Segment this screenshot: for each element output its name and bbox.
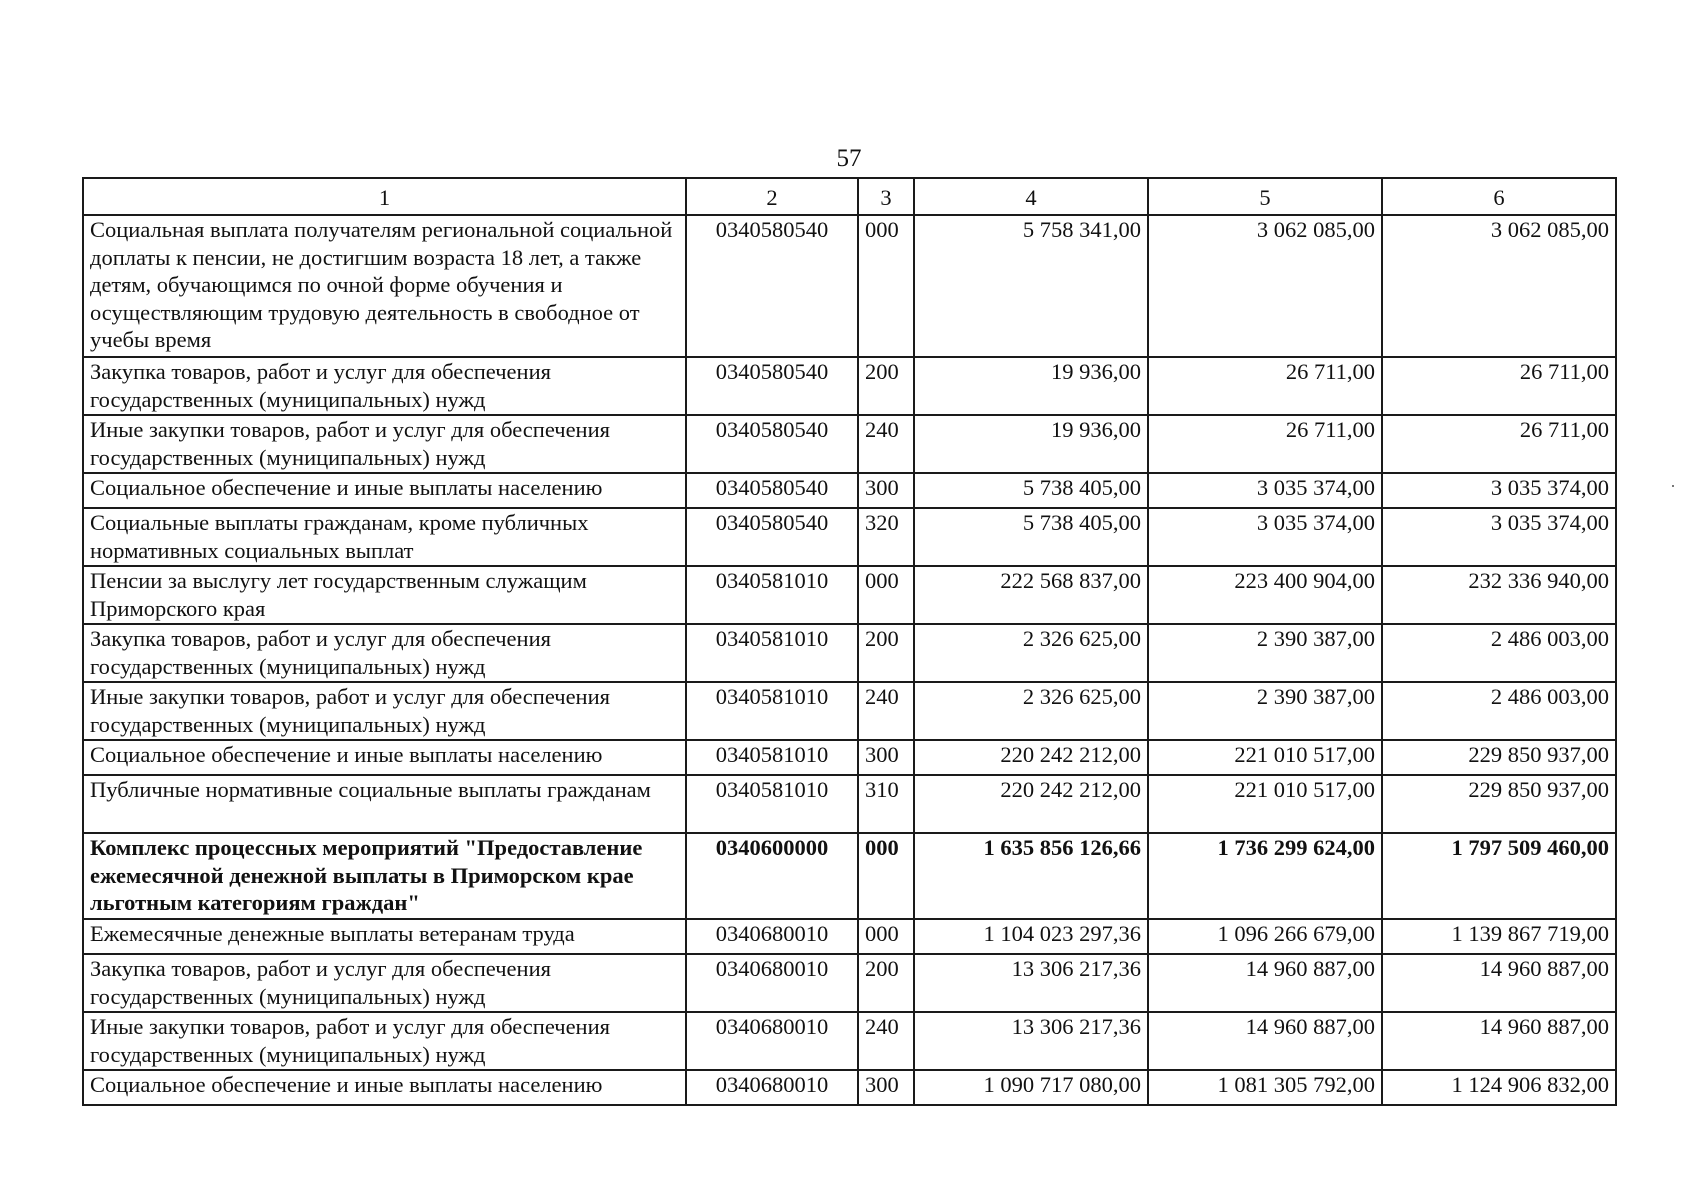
table-row bbox=[83, 566, 1616, 624]
scan-speck bbox=[1672, 485, 1674, 487]
table-row bbox=[83, 1070, 1616, 1105]
row-code: 0340680010 bbox=[686, 954, 858, 1012]
row-value-4: 13 306 217,36 bbox=[914, 1012, 1148, 1070]
row-code: 0340581010 bbox=[686, 624, 858, 682]
table-row bbox=[83, 954, 1616, 1012]
row-kind: 300 bbox=[858, 740, 914, 775]
row-value-6: 1 139 867 719,00 bbox=[1382, 919, 1616, 954]
row-value-4: 5 738 405,00 bbox=[914, 508, 1148, 566]
row-name: Социальная выплата получателям региональной социальной доплаты к пенсии, не достигшим возраста 18 лет, а также детям, обучающимся по очной форме обучения и осуществляющим трудовую деятельность в свободное от учебы время bbox=[83, 215, 686, 357]
row-code: 0340581010 bbox=[686, 775, 858, 833]
row-code: 0340580540 bbox=[686, 415, 858, 473]
row-value-6: 26 711,00 bbox=[1382, 357, 1616, 415]
row-value-4: 5 758 341,00 bbox=[914, 215, 1148, 357]
row-value-6: 2 486 003,00 bbox=[1382, 624, 1616, 682]
row-value-6: 229 850 937,00 bbox=[1382, 775, 1616, 833]
table-row-program-complex bbox=[83, 833, 1616, 919]
row-name: Публичные нормативные социальные выплаты гражданам bbox=[83, 775, 686, 833]
row-name: Социальное обеспечение и иные выплаты населению bbox=[83, 1070, 686, 1105]
table-row bbox=[83, 215, 1616, 357]
row-name: Ежемесячные денежные выплаты ветеранам труда bbox=[83, 919, 686, 954]
row-value-5: 3 035 374,00 bbox=[1148, 473, 1382, 508]
row-name: Комплекс процессных мероприятий "Предоставление ежемесячной денежной выплаты в Приморском крае льготным категориям граждан" bbox=[83, 833, 686, 919]
row-name: Социальные выплаты гражданам, кроме публичных нормативных социальных выплат bbox=[83, 508, 686, 566]
row-value-5: 3 062 085,00 bbox=[1148, 215, 1382, 357]
row-kind: 310 bbox=[858, 775, 914, 833]
header-row bbox=[83, 178, 1616, 215]
row-name: Социальное обеспечение и иные выплаты населению bbox=[83, 740, 686, 775]
row-kind: 320 bbox=[858, 508, 914, 566]
header-cell-5: 5 bbox=[1148, 178, 1382, 215]
row-value-4: 19 936,00 bbox=[914, 357, 1148, 415]
row-name: Закупка товаров, работ и услуг для обеспечения государственных (муниципальных) нужд bbox=[83, 954, 686, 1012]
row-value-5: 1 096 266 679,00 bbox=[1148, 919, 1382, 954]
row-value-5: 2 390 387,00 bbox=[1148, 682, 1382, 740]
row-kind: 200 bbox=[858, 624, 914, 682]
row-code: 0340581010 bbox=[686, 682, 858, 740]
table-body bbox=[83, 215, 1616, 1105]
row-value-6: 2 486 003,00 bbox=[1382, 682, 1616, 740]
row-value-5: 221 010 517,00 bbox=[1148, 740, 1382, 775]
row-value-6: 14 960 887,00 bbox=[1382, 954, 1616, 1012]
table-row bbox=[83, 919, 1616, 954]
table-row bbox=[83, 1012, 1616, 1070]
row-value-5: 2 390 387,00 bbox=[1148, 624, 1382, 682]
table-row bbox=[83, 508, 1616, 566]
budget-table bbox=[82, 177, 1617, 1106]
row-value-6: 3 062 085,00 bbox=[1382, 215, 1616, 357]
row-kind: 240 bbox=[858, 1012, 914, 1070]
row-value-4: 13 306 217,36 bbox=[914, 954, 1148, 1012]
header-cell-4: 4 bbox=[914, 178, 1148, 215]
table-row bbox=[83, 682, 1616, 740]
row-code: 0340580540 bbox=[686, 215, 858, 357]
row-kind: 000 bbox=[858, 566, 914, 624]
row-kind: 240 bbox=[858, 682, 914, 740]
row-name: Иные закупки товаров, работ и услуг для обеспечения государственных (муниципальных) нужд bbox=[83, 682, 686, 740]
row-kind: 200 bbox=[858, 954, 914, 1012]
row-value-4: 1 104 023 297,36 bbox=[914, 919, 1148, 954]
row-kind: 300 bbox=[858, 1070, 914, 1105]
row-name: Пенсии за выслугу лет государственным служащим Приморского края bbox=[83, 566, 686, 624]
header-cell-1: 1 bbox=[83, 178, 686, 215]
row-value-5: 14 960 887,00 bbox=[1148, 1012, 1382, 1070]
row-value-4: 2 326 625,00 bbox=[914, 682, 1148, 740]
row-code: 0340581010 bbox=[686, 740, 858, 775]
row-code: 0340581010 bbox=[686, 566, 858, 624]
row-value-5: 26 711,00 bbox=[1148, 415, 1382, 473]
row-value-4: 1 635 856 126,66 bbox=[914, 833, 1148, 919]
row-value-4: 220 242 212,00 bbox=[914, 740, 1148, 775]
row-kind: 200 bbox=[858, 357, 914, 415]
row-name: Закупка товаров, работ и услуг для обеспечения государственных (муниципальных) нужд bbox=[83, 624, 686, 682]
row-kind: 300 bbox=[858, 473, 914, 508]
row-kind: 000 bbox=[858, 919, 914, 954]
row-value-6: 3 035 374,00 bbox=[1382, 508, 1616, 566]
table-row bbox=[83, 624, 1616, 682]
table-row bbox=[83, 415, 1616, 473]
row-value-6: 1 797 509 460,00 bbox=[1382, 833, 1616, 919]
row-value-4: 2 326 625,00 bbox=[914, 624, 1148, 682]
header-cell-2: 2 bbox=[686, 178, 858, 215]
row-value-5: 26 711,00 bbox=[1148, 357, 1382, 415]
row-code: 0340580540 bbox=[686, 473, 858, 508]
row-code: 0340580540 bbox=[686, 357, 858, 415]
row-value-5: 1 736 299 624,00 bbox=[1148, 833, 1382, 919]
row-code: 0340600000 bbox=[686, 833, 858, 919]
row-name: Социальное обеспечение и иные выплаты населению bbox=[83, 473, 686, 508]
row-value-6: 1 124 906 832,00 bbox=[1382, 1070, 1616, 1105]
table-header bbox=[83, 178, 1616, 215]
row-value-4: 1 090 717 080,00 bbox=[914, 1070, 1148, 1105]
row-value-4: 222 568 837,00 bbox=[914, 566, 1148, 624]
row-value-5: 1 081 305 792,00 bbox=[1148, 1070, 1382, 1105]
table-row bbox=[83, 775, 1616, 833]
table-row bbox=[83, 357, 1616, 415]
row-name: Иные закупки товаров, работ и услуг для обеспечения государственных (муниципальных) нужд bbox=[83, 1012, 686, 1070]
header-cell-6: 6 bbox=[1382, 178, 1616, 215]
row-value-6: 232 336 940,00 bbox=[1382, 566, 1616, 624]
row-value-5: 3 035 374,00 bbox=[1148, 508, 1382, 566]
table-row bbox=[83, 473, 1616, 508]
row-value-5: 223 400 904,00 bbox=[1148, 566, 1382, 624]
row-value-5: 221 010 517,00 bbox=[1148, 775, 1382, 833]
row-value-5: 14 960 887,00 bbox=[1148, 954, 1382, 1012]
table-row bbox=[83, 740, 1616, 775]
row-code: 0340580540 bbox=[686, 508, 858, 566]
row-value-6: 26 711,00 bbox=[1382, 415, 1616, 473]
row-value-6: 229 850 937,00 bbox=[1382, 740, 1616, 775]
row-kind: 240 bbox=[858, 415, 914, 473]
row-code: 0340680010 bbox=[686, 1070, 858, 1105]
row-value-4: 5 738 405,00 bbox=[914, 473, 1148, 508]
row-code: 0340680010 bbox=[686, 1012, 858, 1070]
row-value-6: 3 035 374,00 bbox=[1382, 473, 1616, 508]
row-value-4: 220 242 212,00 bbox=[914, 775, 1148, 833]
row-value-6: 14 960 887,00 bbox=[1382, 1012, 1616, 1070]
row-kind: 000 bbox=[858, 215, 914, 357]
row-name: Закупка товаров, работ и услуг для обеспечения государственных (муниципальных) нужд bbox=[83, 357, 686, 415]
row-name: Иные закупки товаров, работ и услуг для обеспечения государственных (муниципальных) нужд bbox=[83, 415, 686, 473]
row-value-4: 19 936,00 bbox=[914, 415, 1148, 473]
header-cell-3: 3 bbox=[858, 178, 914, 215]
row-kind: 000 bbox=[858, 833, 914, 919]
row-code: 0340680010 bbox=[686, 919, 858, 954]
page-number: 57 bbox=[836, 145, 862, 172]
